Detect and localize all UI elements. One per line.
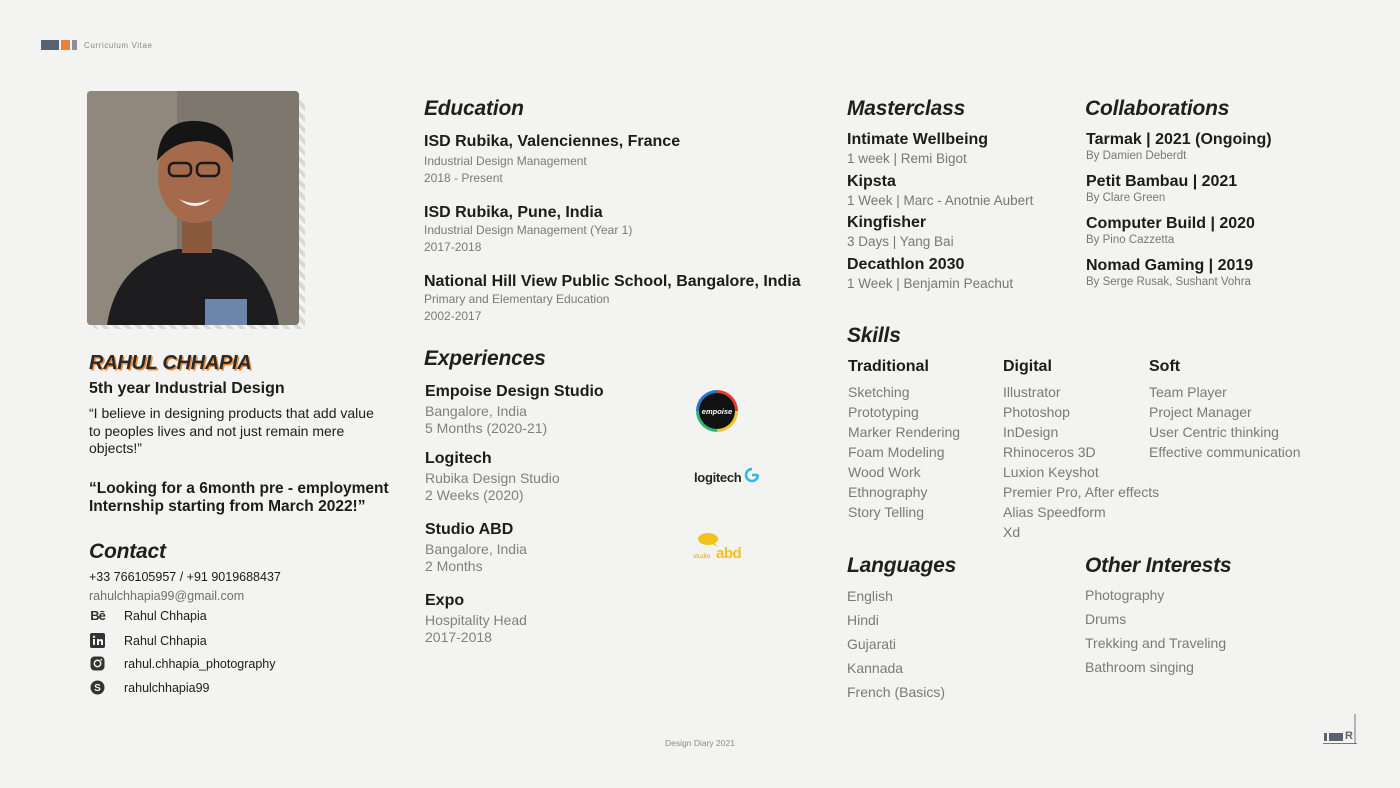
education-school: ISD Rubika, Pune, India [424, 204, 603, 221]
education-dates: 2017-2018 [424, 240, 482, 254]
skill-item: Wood Work [848, 464, 921, 480]
contact-email[interactable]: rahulchhapia99@gmail.com [89, 589, 245, 603]
experience-place: Bangalore, India [425, 403, 527, 419]
education-dates: 2018 - Present [424, 171, 503, 185]
education-program: Industrial Design Management (Year 1) [424, 223, 633, 237]
corner-logo-letter: R [1345, 730, 1353, 742]
masterclass-detail: 1 Week | Marc - Anotnie Aubert [847, 193, 1034, 208]
skill-item: Prototyping [848, 404, 919, 420]
masterclass-name: Kingfisher [847, 214, 927, 231]
empoise-logo [696, 390, 738, 432]
masterclass-detail: 1 week | Remi Bigot [847, 151, 967, 166]
studio-abd-wordmark: abd [716, 545, 742, 562]
header-color-blocks [41, 40, 77, 50]
collaboration-name: Nomad Gaming | 2019 [1086, 257, 1254, 274]
social-instagram[interactable] [89, 655, 276, 672]
language-item: Gujarati [847, 636, 897, 652]
experience-duration: 2017-2018 [425, 629, 492, 645]
social-linkedin[interactable] [89, 632, 207, 649]
masterclass-item [847, 173, 1033, 208]
education-school: ISD Rubika, Valenciennes, France [424, 133, 681, 150]
skills-soft-title: Soft [1149, 358, 1181, 375]
skill-item: InDesign [1003, 424, 1059, 440]
experience-item [425, 592, 527, 645]
contact-title: Contact [89, 540, 166, 563]
skill-item: Rhinoceros 3D [1003, 444, 1096, 460]
collaboration-by: By Damien Deberdt [1086, 150, 1187, 162]
masterclass-title: Masterclass [847, 97, 966, 120]
skill-item: Project Manager [1149, 404, 1252, 420]
experience-item [425, 521, 527, 574]
page-header [41, 40, 153, 50]
experiences-title: Experiences [424, 347, 546, 370]
experience-duration: 2 Months [425, 558, 483, 574]
experience-company: Studio ABD [425, 521, 514, 538]
skill-item: Marker Rendering [848, 424, 961, 440]
masterclass-item [847, 131, 988, 166]
experience-company: Empoise Design Studio [425, 383, 604, 400]
education-dates: 2002-2017 [424, 309, 482, 323]
skill-item: User Centric thinking [1149, 424, 1279, 440]
skills-traditional-title: Traditional [848, 358, 929, 375]
empoise-logo-text: empoise [699, 393, 735, 429]
internship-statement: “Looking for a 6month pre - employment Internship starting from March 2022!” [89, 480, 389, 515]
experience-duration: 5 Months (2020-21) [425, 420, 548, 436]
profile-photo-frame [87, 91, 305, 329]
collaboration-by: By Pino Cazzetta [1086, 234, 1175, 246]
experience-place: Bangalore, India [425, 541, 527, 557]
languages-title: Languages [847, 554, 957, 577]
skills-traditional-column [848, 358, 960, 522]
collaboration-item [1086, 131, 1272, 162]
language-item: Hindi [847, 612, 879, 628]
social-behance[interactable] [89, 607, 207, 624]
logitech-logo [694, 467, 760, 488]
masterclass-detail: 1 Week | Benjamin Peachut [847, 276, 1014, 291]
masterclass-name: Kipsta [847, 173, 896, 190]
experience-company: Expo [425, 592, 465, 609]
header-label: Curriculum Vitae [84, 40, 153, 50]
language-item: Kannada [847, 660, 904, 676]
masterclass-name: Intimate Wellbeing [847, 131, 989, 148]
social-label: rahul.chhapia_photography [124, 656, 276, 671]
skills-digital-column [1003, 358, 1159, 542]
header-block-gray [72, 40, 77, 50]
education-program: Industrial Design Management [424, 154, 587, 168]
education-title: Education [424, 97, 524, 120]
collaboration-by: By Clare Green [1086, 192, 1166, 204]
experience-duration: 2 Weeks (2020) [425, 487, 524, 503]
skype-icon [89, 679, 106, 696]
skill-item: Sketching [848, 384, 910, 400]
behance-icon: Bē [90, 608, 105, 623]
experience-place: Rubika Design Studio [425, 470, 560, 486]
experience-item [425, 450, 560, 503]
skills-soft-column [1149, 358, 1300, 462]
language-item: English [847, 588, 893, 604]
collaboration-item [1086, 215, 1255, 246]
masterclass-item [847, 214, 954, 249]
corner-logo [1323, 714, 1357, 744]
interest-item: Trekking and Traveling [1085, 635, 1227, 651]
svg-text:S: S [94, 683, 101, 694]
experience-item [425, 383, 604, 436]
social-label: Rahul Chhapia [124, 608, 207, 623]
footer-label: Design Diary 2021 [665, 738, 735, 748]
experience-company: Logitech [425, 450, 492, 467]
skill-item: Photoshop [1003, 404, 1070, 420]
collaboration-item [1086, 257, 1253, 288]
education-item [424, 273, 801, 323]
profile-photo [87, 91, 299, 325]
interest-item: Bathroom singing [1085, 659, 1194, 675]
education-item [424, 204, 632, 254]
header-block-slate [41, 40, 59, 50]
languages-list [847, 584, 945, 704]
language-item: French (Basics) [847, 684, 946, 700]
interests-list [1085, 583, 1226, 679]
experience-place: Hospitality Head [425, 612, 527, 628]
skills-title: Skills [847, 324, 901, 347]
collaboration-name: Computer Build | 2020 [1086, 215, 1255, 232]
interest-item: Drums [1085, 611, 1127, 627]
collaboration-by: By Serge Rusak, Sushant Vohra [1086, 276, 1251, 288]
skill-item: Xd [1003, 524, 1021, 540]
skill-item: Illustrator [1003, 384, 1061, 400]
studio-abd-prefix: studio [693, 553, 711, 560]
skill-item: Luxion Keyshot [1003, 464, 1099, 480]
collaborations-title: Collaborations [1085, 97, 1230, 120]
instagram-icon [89, 655, 106, 672]
collaboration-name: Tarmak | 2021 (Ongoing) [1086, 131, 1272, 148]
skill-item: Premier Pro, After effects [1003, 484, 1160, 500]
social-label: rahulchhapia99 [124, 680, 210, 695]
interest-item: Photography [1085, 587, 1165, 603]
social-skype[interactable] [89, 679, 210, 696]
social-label: Rahul Chhapia [124, 633, 207, 648]
logitech-g-icon [744, 467, 760, 488]
skill-item: Effective communication [1149, 444, 1301, 460]
skills-digital-title: Digital [1003, 358, 1052, 375]
linkedin-icon [89, 632, 106, 649]
skill-item: Ethnography [848, 484, 928, 500]
profile-name: RAHUL CHHAPIA [89, 352, 252, 374]
skill-item: Team Player [1149, 384, 1227, 400]
profile-role: 5th year Industrial Design [89, 380, 285, 397]
skill-item: Foam Modeling [848, 444, 945, 460]
masterclass-name: Decathlon 2030 [847, 256, 965, 273]
education-program: Primary and Elementary Education [424, 292, 610, 306]
masterclass-detail: 3 Days | Yang Bai [847, 234, 954, 249]
education-item [424, 133, 680, 185]
skill-item: Alias Speedform [1003, 504, 1106, 520]
header-block-orange [61, 40, 70, 50]
contact-phone[interactable]: +33 766105957 / +91 9019688437 [89, 570, 281, 584]
collaboration-name: Petit Bambau | 2021 [1086, 173, 1238, 190]
masterclass-item [847, 256, 1013, 291]
studio-abd-logo [692, 532, 752, 564]
collaboration-item [1086, 173, 1237, 204]
interests-title: Other Interests [1085, 554, 1232, 577]
profile-quote: “I believe in designing products that add value to peoples lives and not just remain mere objects!” [89, 405, 374, 456]
education-school: National Hill View Public School, Bangalore, India [424, 273, 801, 290]
skill-item: Story Telling [848, 504, 925, 520]
logitech-logo-text: logitech [694, 470, 742, 485]
